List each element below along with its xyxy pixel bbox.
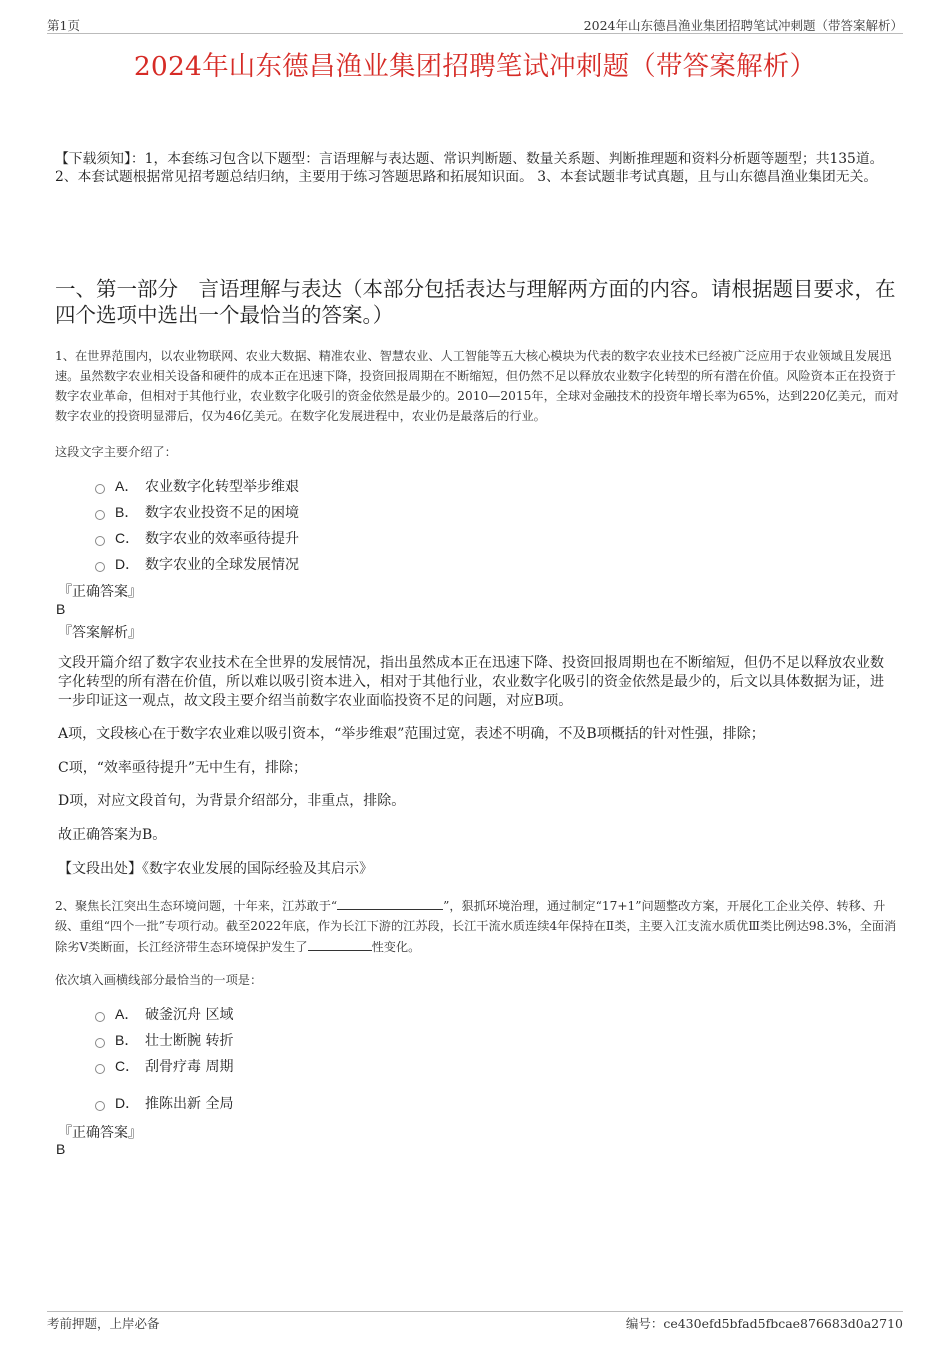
download-notice: 【下载须知】：1，本套练习包含以下题型：言语理解与表达题、常识判断题、数量关系题、判断推理题和资料分析题等题型；共135道。 2、本套试题根据常见招考题总结归纳，主要用于练习答题思路和拓展知识面。 3、本套试题非考试真题，且与山东德昌渔业集团无关。 [55,151,884,185]
question-2-prompt: 依次填入画横线部分最恰当的一项是： [55,973,263,987]
analysis-paragraph: 文段开篇介绍了数字农业技术在全世界的发展情况，指出虽然成本正在迅速下降、投资回报周期也在不断缩短，但仍不足以释放农业数字化转型的所有潜在价值，所以难以吸引资本进入，相对于其他行业，农业数字化吸引的资金依然是最少的，后文以具体数据为证，进一步印证这一观点，故文段主要介绍当前数字农业面临投资不足的问题，对应B项。 [58,655,884,709]
question-2-text [55,895,900,957]
q2-option-a[interactable] [95,1004,233,1024]
header-divider [47,33,903,34]
option-letter: D． [115,1095,140,1111]
option-letter: A． [115,1006,139,1022]
q1-option-d[interactable] [95,554,299,574]
q2-option-c[interactable] [95,1056,233,1076]
question-2-text-part: ”，狠抓环境治理，通过制定“17+1”问题整改方案，开展化工企业关停、转移、升级、重组“四个一批”专项行动。截至2022年底，作为长江下游的江苏段，长江干流水质连续4年保持在Ⅱ类，主要入江支流水质优Ⅲ类比例达98.3%，全面消除劣Ⅴ类断面，长江经济带生态环境保护发生了 [55,899,897,954]
fill-blank [337,895,443,910]
footer-divider [47,1311,903,1312]
radio-icon[interactable] [95,1038,105,1048]
q2-option-d[interactable] [95,1093,233,1113]
option-text: 壮士断腕 转折 [145,1033,234,1049]
question-1-prompt: 这段文字主要介绍了： [55,445,177,459]
option-text: 数字农业投资不足的困境 [145,505,299,521]
correct-answer-label: 『正确答案』 [58,1125,142,1141]
q2-option-b[interactable] [95,1030,233,1050]
correct-answer: B [56,601,66,617]
section-heading: 一、第一部分 言语理解与表达（本部分包括表达与理解两方面的内容。请根据题目要求，在四个选项中选出一个最恰当的答案。） [55,277,896,327]
footer-slogan: 考前押题，上岸必备 [47,1316,160,1331]
analysis-label: 『答案解析』 [58,625,142,641]
radio-icon[interactable] [95,1012,105,1022]
option-letter: B． [115,1032,139,1048]
question-2-text-part: 性变化。 [371,940,421,954]
radio-icon[interactable] [95,510,105,520]
option-text: 刮骨疗毒 周期 [145,1059,234,1075]
option-text: 推陈出新 全局 [145,1096,234,1112]
q1-option-b[interactable] [95,502,299,522]
option-text: 破釜沉舟 区域 [145,1007,234,1023]
option-letter: D． [115,556,140,572]
document-id: 编号：ce430efd5bfad5fbcae876683d0a2710 [625,1316,903,1331]
radio-icon[interactable] [95,562,105,572]
option-letter: C． [115,1058,140,1074]
option-text: 农业数字化转型举步维艰 [145,479,299,495]
source-citation: 【文段出处】《数字农业发展的国际经验及其启示》 [58,861,373,877]
option-text: 数字农业的效率亟待提升 [145,531,299,547]
q1-option-c[interactable] [95,528,299,548]
correct-answer-label: 『正确答案』 [58,584,142,600]
radio-icon[interactable] [95,536,105,546]
analysis-paragraph: C项，“效率亟待提升”无中生有，排除； [58,760,308,776]
analysis-conclusion: 故正确答案为B。 [58,827,167,843]
document-title: 2024年山东德昌渔业集团招聘笔试冲刺题（带答案解析） [133,51,817,82]
analysis-paragraph: D项，对应文段首句，为背景介绍部分，非重点，排除。 [58,793,406,809]
option-letter: A． [115,478,139,494]
question-1-text: 1、在世界范围内，以农业物联网、农业大数据、精准农业、智慧农业、人工智能等五大核心模块为代表的数字农业技术已经被广泛应用于农业领域且发展迅速。虽然数字农业相关设备和硬件的成本正在迅速下降，投资回报周期在不断缩短，但仍然不足以释放农业数字化转型的所有潜在价值。风险资本正在投资于数字农业革命，但相对于其他行业，农业数字化吸引的资金依然是最少的。2010—2015年，全球对金融技术的投资年增长率为65%，达到220亿美元，而对数字农业的投资明显滞后，仅为46亿美元。在数字化发展进程中，农业仍是最落后的行业。 [55,349,899,423]
page-number: 第1页 [47,18,80,33]
option-letter: C． [115,530,140,546]
analysis-paragraph: A项，文段核心在于数字农业难以吸引资本，“举步维艰”范围过宽，表述不明确，不及B项概括的针对性强，排除； [58,726,765,742]
fill-blank [308,936,372,951]
option-letter: B． [115,504,139,520]
question-2-text-part: 2、聚焦长江突出生态环境问题，十年来，江苏敢于“ [55,899,338,913]
header-doc-title: 2024年山东德昌渔业集团招聘笔试冲刺题（带答案解析） [583,18,903,33]
radio-icon[interactable] [95,1064,105,1074]
q1-option-a[interactable] [95,476,299,496]
radio-icon[interactable] [95,1101,105,1111]
radio-icon[interactable] [95,484,105,494]
correct-answer: B [56,1141,66,1157]
option-text: 数字农业的全球发展情况 [145,557,299,573]
